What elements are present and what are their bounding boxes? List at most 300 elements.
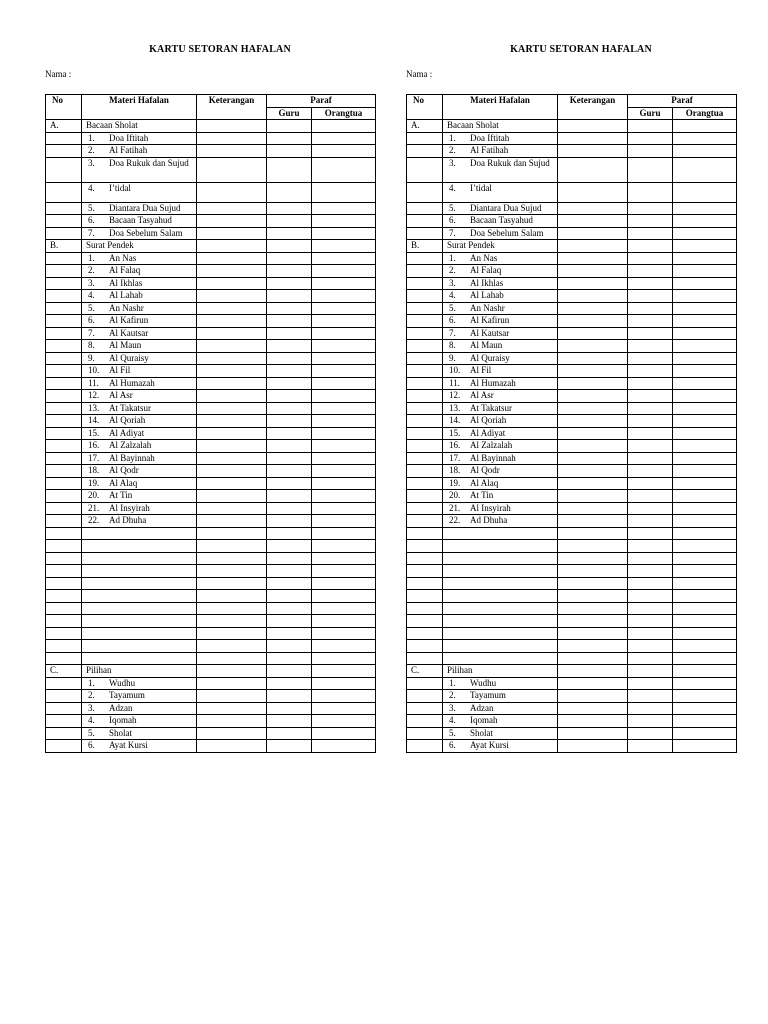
item-label: Al Qoriah (470, 415, 507, 425)
paraf-orangtua-cell (312, 602, 376, 615)
no-cell (407, 690, 443, 703)
item-label: Bacaan Tasyahud (470, 215, 533, 225)
item-label: Al Asr (109, 390, 133, 400)
materi-cell (82, 202, 197, 215)
section-name: Surat Pendek (443, 240, 558, 253)
keterangan-cell (558, 202, 628, 215)
blank-row (46, 552, 376, 565)
paraf-orangtua-cell (673, 502, 737, 515)
no-cell (407, 277, 443, 290)
keterangan-cell (197, 515, 267, 528)
keterangan-cell (558, 290, 628, 303)
item-number: 3. (88, 702, 95, 713)
no-cell (407, 215, 443, 228)
item-number: 11. (449, 377, 460, 388)
keterangan-cell (197, 615, 267, 628)
paraf-orangtua-cell (312, 202, 376, 215)
keterangan-cell (558, 602, 628, 615)
no-cell (46, 252, 82, 265)
item-label: Al Insyirah (470, 502, 511, 513)
header-no: No (407, 95, 443, 120)
paraf-guru-cell (628, 740, 673, 753)
no-cell (46, 377, 82, 390)
item-number: 15. (88, 427, 100, 438)
keterangan-cell (558, 377, 628, 390)
no-cell (46, 265, 82, 278)
paraf-guru-cell (628, 215, 673, 228)
table-row (46, 145, 376, 158)
paraf-guru-cell (628, 502, 673, 515)
keterangan-cell (197, 302, 267, 315)
item-number: 4. (449, 715, 456, 725)
keterangan-cell (558, 677, 628, 690)
item-label: Wudhu (109, 677, 136, 688)
no-cell (407, 227, 443, 240)
paraf-orangtua-cell (312, 627, 376, 640)
paraf-orangtua-cell (312, 145, 376, 158)
item-number: 10. (449, 365, 461, 375)
table-row (46, 477, 376, 490)
paraf-orangtua-cell (312, 402, 376, 415)
item-label: Ad Dhuha (109, 515, 147, 525)
paraf-orangtua-cell (312, 390, 376, 403)
paraf-guru-cell (267, 215, 312, 228)
paraf-guru-cell (267, 727, 312, 740)
paraf-orangtua-cell (312, 290, 376, 303)
paraf-orangtua-cell (673, 390, 737, 403)
keterangan-cell (197, 740, 267, 753)
paraf-guru-cell (628, 577, 673, 590)
paraf-orangtua-cell (673, 665, 737, 678)
keterangan-cell (197, 157, 267, 182)
materi-cell (82, 415, 197, 428)
blank-row (46, 527, 376, 540)
paraf-guru-cell (267, 615, 312, 628)
materi-cell (443, 477, 558, 490)
paraf-guru-cell (628, 627, 673, 640)
paraf-orangtua-cell (673, 440, 737, 453)
item-label: Al Qodr (470, 465, 500, 475)
blank-row (46, 540, 376, 553)
table-row (46, 132, 376, 145)
table-row (46, 290, 376, 303)
paraf-guru-cell (267, 690, 312, 703)
keterangan-cell (197, 590, 267, 603)
keterangan-cell (558, 402, 628, 415)
blank-row (407, 565, 737, 578)
materi-cell (443, 352, 558, 365)
item-number: 8. (449, 340, 456, 350)
table-row (46, 302, 376, 315)
table-row (407, 302, 737, 315)
paraf-guru-cell (628, 120, 673, 133)
keterangan-cell (558, 327, 628, 340)
keterangan-cell (558, 390, 628, 403)
materi-cell (82, 340, 197, 353)
materi-cell (82, 615, 197, 628)
keterangan-cell (197, 715, 267, 728)
materi-cell (443, 527, 558, 540)
keterangan-cell (197, 365, 267, 378)
item-label: Doa Sebelum Salam (470, 227, 544, 238)
materi-cell (82, 265, 197, 278)
keterangan-cell (197, 502, 267, 515)
section-row (407, 240, 737, 253)
section-code: C. (46, 665, 82, 678)
paraf-guru-cell (628, 702, 673, 715)
materi-cell (443, 602, 558, 615)
item-number: 18. (449, 465, 461, 475)
materi-cell (443, 302, 558, 315)
section-row (46, 665, 376, 678)
section-code: A. (46, 120, 82, 133)
item-label: Al Insyirah (109, 502, 150, 513)
paraf-guru-cell (628, 427, 673, 440)
no-cell (46, 290, 82, 303)
item-label: Al Ikhlas (109, 277, 143, 288)
table-row (407, 402, 737, 415)
table-row (46, 365, 376, 378)
materi-cell (82, 440, 197, 453)
paraf-guru-cell (267, 452, 312, 465)
item-number: 3. (449, 702, 456, 713)
materi-cell (443, 702, 558, 715)
keterangan-cell (558, 615, 628, 628)
item-number: 5. (449, 202, 456, 213)
table-row (46, 402, 376, 415)
nama-label: Nama : (45, 69, 72, 79)
no-cell (407, 290, 443, 303)
blank-row (46, 652, 376, 665)
paraf-orangtua-cell (312, 590, 376, 603)
paraf-orangtua-cell (312, 120, 376, 133)
keterangan-cell (197, 665, 267, 678)
no-cell (407, 265, 443, 278)
item-number: 22. (88, 515, 100, 525)
paraf-orangtua-cell (673, 552, 737, 565)
item-number: 10. (88, 365, 100, 375)
item-number: 14. (449, 415, 461, 425)
materi-cell (443, 515, 558, 528)
paraf-guru-cell (628, 182, 673, 202)
paraf-guru-cell (267, 377, 312, 390)
section-name: Surat Pendek (82, 240, 197, 253)
materi-cell (443, 615, 558, 628)
paraf-guru-cell (628, 527, 673, 540)
keterangan-cell (558, 590, 628, 603)
table-row (46, 202, 376, 215)
no-cell (407, 702, 443, 715)
paraf-orangtua-cell (312, 440, 376, 453)
table-body (407, 120, 737, 753)
materi-cell (443, 415, 558, 428)
table-row (407, 265, 737, 278)
no-cell (407, 132, 443, 145)
materi-cell (82, 715, 197, 728)
hafalan-table (406, 94, 737, 753)
paraf-orangtua-cell (312, 252, 376, 265)
paraf-orangtua-cell (312, 715, 376, 728)
table-row (407, 377, 737, 390)
paraf-guru-cell (628, 515, 673, 528)
paraf-guru-cell (267, 120, 312, 133)
paraf-guru-cell (628, 252, 673, 265)
paraf-orangtua-cell (673, 652, 737, 665)
materi-cell (443, 677, 558, 690)
paraf-guru-cell (267, 365, 312, 378)
paraf-guru-cell (628, 327, 673, 340)
no-cell (46, 627, 82, 640)
no-cell (46, 602, 82, 615)
item-label: Tayamum (470, 690, 506, 700)
keterangan-cell (197, 290, 267, 303)
item-number: 1. (88, 132, 95, 143)
item-label: Al Fil (470, 365, 492, 375)
paraf-orangtua-cell (673, 132, 737, 145)
item-number: 6. (449, 315, 456, 325)
materi-cell (443, 540, 558, 553)
paraf-guru-cell (267, 552, 312, 565)
table-row (407, 477, 737, 490)
no-cell (407, 427, 443, 440)
no-cell (407, 627, 443, 640)
paraf-orangtua-cell (312, 652, 376, 665)
paraf-orangtua-cell (312, 702, 376, 715)
paraf-guru-cell (628, 352, 673, 365)
paraf-guru-cell (267, 240, 312, 253)
materi-cell (82, 402, 197, 415)
section-code: A. (407, 120, 443, 133)
item-label: Al Fatihah (470, 145, 509, 155)
paraf-guru-cell (628, 202, 673, 215)
table-row (46, 215, 376, 228)
item-label: Al Fatihah (109, 145, 148, 155)
blank-row (46, 640, 376, 653)
paraf-orangtua-cell (673, 677, 737, 690)
table-row (46, 740, 376, 753)
paraf-orangtua-cell (673, 540, 737, 553)
table-row (407, 690, 737, 703)
materi-cell (443, 157, 558, 182)
no-cell (407, 302, 443, 315)
paraf-guru-cell (267, 527, 312, 540)
paraf-guru-cell (267, 402, 312, 415)
item-label: Al Falaq (109, 265, 141, 275)
paraf-guru-cell (628, 390, 673, 403)
header-paraf: Paraf (267, 95, 376, 108)
paraf-orangtua-cell (312, 327, 376, 340)
keterangan-cell (558, 665, 628, 678)
materi-cell (443, 365, 558, 378)
materi-cell (82, 315, 197, 328)
no-cell (407, 157, 443, 182)
paraf-guru-cell (628, 652, 673, 665)
paraf-orangtua-cell (673, 365, 737, 378)
table-row (46, 440, 376, 453)
materi-cell (443, 327, 558, 340)
table-row (407, 340, 737, 353)
table-row (407, 227, 737, 240)
item-label: Al Maun (470, 340, 503, 350)
paraf-orangtua-cell (312, 157, 376, 182)
paraf-orangtua-cell (673, 157, 737, 182)
item-label: Al Fil (109, 365, 131, 375)
item-label: Diantara Dua Sujud (109, 202, 181, 213)
keterangan-cell (558, 252, 628, 265)
paraf-guru-cell (628, 690, 673, 703)
blank-row (407, 540, 737, 553)
paraf-guru-cell (267, 145, 312, 158)
item-label: Al Falaq (470, 265, 502, 275)
table-row (46, 727, 376, 740)
item-label: Al Kautsar (109, 327, 149, 338)
section-name: Bacaan Sholat (82, 120, 197, 133)
item-number: 5. (88, 302, 95, 313)
blank-row (407, 615, 737, 628)
no-cell (46, 552, 82, 565)
no-cell (407, 652, 443, 665)
table-row (46, 327, 376, 340)
section-code: B. (46, 240, 82, 253)
paraf-guru-cell (267, 390, 312, 403)
materi-cell (82, 377, 197, 390)
table-row (407, 740, 737, 753)
paraf-orangtua-cell (673, 227, 737, 240)
no-cell (46, 315, 82, 328)
table-row (46, 252, 376, 265)
keterangan-cell (197, 490, 267, 503)
materi-cell (443, 390, 558, 403)
section-code: C. (407, 665, 443, 678)
paraf-orangtua-cell (673, 120, 737, 133)
item-number: 5. (88, 202, 95, 213)
keterangan-cell (558, 690, 628, 703)
materi-cell (443, 315, 558, 328)
no-cell (407, 677, 443, 690)
no-cell (407, 402, 443, 415)
item-label: Al Lahab (109, 290, 143, 300)
paraf-guru-cell (267, 590, 312, 603)
materi-cell (82, 390, 197, 403)
materi-cell (443, 452, 558, 465)
keterangan-cell (197, 465, 267, 478)
item-number: 12. (88, 390, 100, 400)
table-row (407, 715, 737, 728)
materi-cell (82, 627, 197, 640)
keterangan-cell (558, 552, 628, 565)
item-label: Iqomah (109, 715, 137, 725)
paraf-guru-cell (628, 727, 673, 740)
item-label: Doa Rukuk dan Sujud (109, 157, 189, 168)
table-row (46, 427, 376, 440)
table-row (407, 145, 737, 158)
item-number: 17. (88, 452, 100, 463)
paraf-guru-cell (628, 540, 673, 553)
paraf-orangtua-cell (673, 277, 737, 290)
item-label: Al Kafirun (470, 315, 510, 325)
materi-cell (443, 290, 558, 303)
item-label: Ad Dhuha (470, 515, 508, 525)
paraf-orangtua-cell (312, 690, 376, 703)
no-cell (46, 415, 82, 428)
section-row (46, 240, 376, 253)
paraf-guru-cell (267, 132, 312, 145)
materi-cell (443, 727, 558, 740)
paraf-orangtua-cell (673, 327, 737, 340)
paraf-guru-cell (628, 477, 673, 490)
materi-cell (82, 740, 197, 753)
paraf-guru-cell (628, 240, 673, 253)
item-number: 2. (449, 145, 456, 155)
paraf-guru-cell (267, 740, 312, 753)
paraf-guru-cell (267, 640, 312, 653)
materi-cell (443, 627, 558, 640)
item-label: Bacaan Tasyahud (109, 215, 172, 225)
table-row (407, 215, 737, 228)
paraf-orangtua-cell (673, 727, 737, 740)
table-row (46, 677, 376, 690)
no-cell (46, 590, 82, 603)
item-label: An Nas (470, 252, 498, 263)
item-label: Doa Iftitah (109, 132, 149, 143)
keterangan-cell (197, 602, 267, 615)
paraf-guru-cell (267, 702, 312, 715)
keterangan-cell (197, 240, 267, 253)
no-cell (407, 390, 443, 403)
paraf-guru-cell (267, 665, 312, 678)
table-row (46, 515, 376, 528)
keterangan-cell (197, 640, 267, 653)
nama-label: Nama : (406, 69, 433, 79)
materi-cell (82, 427, 197, 440)
item-label: An Nas (109, 252, 137, 263)
hafalan-card-left (45, 40, 375, 753)
keterangan-cell (197, 377, 267, 390)
paraf-orangtua-cell (673, 265, 737, 278)
paraf-guru-cell (628, 377, 673, 390)
table-row (407, 182, 737, 202)
table-row (46, 490, 376, 503)
paraf-guru-cell (267, 202, 312, 215)
no-cell (407, 415, 443, 428)
no-cell (46, 727, 82, 740)
item-label: Al Zalzalah (109, 440, 152, 450)
keterangan-cell (197, 565, 267, 578)
item-label: At Takatsur (109, 402, 151, 413)
table-body (46, 120, 376, 753)
item-number: 21. (88, 502, 100, 513)
no-cell (407, 202, 443, 215)
section-row (407, 665, 737, 678)
table-row (46, 390, 376, 403)
materi-cell (443, 690, 558, 703)
item-number: 21. (449, 502, 461, 513)
item-label: Doa Rukuk dan Sujud (470, 157, 550, 168)
item-number: 20. (449, 490, 461, 500)
no-cell (46, 390, 82, 403)
item-number: 3. (449, 277, 456, 288)
paraf-guru-cell (267, 327, 312, 340)
keterangan-cell (558, 415, 628, 428)
materi-cell (443, 652, 558, 665)
keterangan-cell (197, 120, 267, 133)
paraf-orangtua-cell (312, 665, 376, 678)
table-row (407, 277, 737, 290)
keterangan-cell (558, 427, 628, 440)
materi-cell (443, 715, 558, 728)
paraf-orangtua-cell (312, 340, 376, 353)
table-row (46, 352, 376, 365)
